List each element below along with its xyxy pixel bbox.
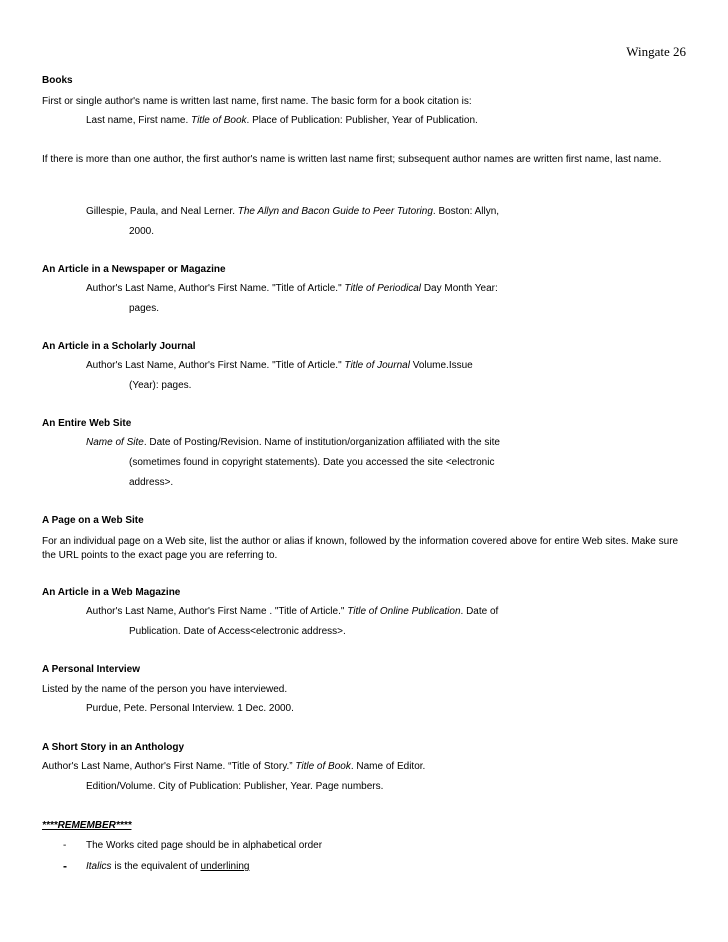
webmag-italic: Title of Online Publication [347, 606, 461, 617]
story-pre: Author's Last Name, Author's First Name. “Title of Story.” [42, 761, 296, 772]
newspaper-italic: Title of Periodical [344, 283, 422, 294]
webmag-form [86, 605, 498, 619]
heading-newspaper: An Article in a Newspaper or Magazine [42, 264, 226, 275]
remember-item-1: The Works cited page should be in alphabetical order [86, 840, 323, 851]
newspaper-line2: pages. [129, 303, 160, 314]
website-line2: (sometimes found in copyright statements). Date you accessed the site <electronic [129, 457, 495, 468]
interview-intro: Listed by the name of the person you have interviewed. [42, 684, 288, 695]
journal-post: Volume.Issue [409, 360, 473, 371]
heading-books: Books [42, 75, 73, 86]
story-line2: Edition/Volume. City of Publication: Publisher, Year. Page numbers. [86, 781, 384, 792]
remember-heading: ****REMEMBER**** [42, 820, 132, 831]
books-ex-italic: The Allyn and Bacon Guide to Peer Tutoring [237, 206, 433, 217]
books-example [86, 205, 499, 219]
remember-item2-underline: underlining [200, 861, 250, 872]
webpage-text: For an individual page on a Web site, list the author or alias if known, followed by the information covered above for entire Web sites. Make sure the URL points to the exact page you are referring to. [42, 536, 679, 561]
books-form-pre: Last name, First name. [86, 115, 192, 126]
newspaper-pre: Author's Last Name, Author's First Name. "Title of Article." [86, 283, 345, 294]
interview-example: Purdue, Pete. Personal Interview. 1 Dec. 2000. [86, 703, 294, 714]
journal-form [86, 359, 473, 373]
heading-story: A Short Story in an Anthology [42, 742, 185, 753]
website-line3: address>. [129, 477, 174, 488]
page-header: Wingate 26 [626, 44, 686, 59]
website-post: . Date of Posting/Revision. Name of institution/organization affiliated with the site [143, 437, 500, 448]
webmag-line2: Publication. Date of Access<electronic address>. [129, 626, 346, 637]
books-intro: First or single author's name is written last name, first name. The basic form for a book citation is: [42, 96, 472, 107]
webmag-post: . Date of [460, 606, 499, 617]
website-form [86, 436, 500, 450]
books-form [86, 114, 478, 128]
books-form-italic: Title of Book [191, 115, 247, 126]
heading-website: An Entire Web Site [42, 418, 132, 429]
journal-pre: Author's Last Name, Author's First Name. "Title of Article." [86, 360, 345, 371]
remember-item2-mid: is the equivalent of [111, 861, 201, 872]
webmag-pre: Author's Last Name, Author's First Name . "Title of Article." [86, 606, 348, 617]
heading-journal: An Article in a Scholarly Journal [42, 341, 196, 352]
newspaper-post: Day Month Year: [421, 283, 498, 294]
bullet-dash-1: - [63, 840, 67, 851]
heading-webmag: An Article in a Web Magazine [42, 587, 181, 598]
website-italic: Name of Site [86, 437, 144, 448]
story-italic: Title of Book [295, 761, 351, 772]
heading-interview: A Personal Interview [42, 664, 140, 675]
bullet-dash-2: - [63, 859, 67, 873]
remember-item-2 [86, 860, 249, 874]
books-ex-pre: Gillespie, Paula, and Neal Lerner. [86, 206, 238, 217]
story-post: . Name of Editor. [350, 761, 426, 772]
remember-item2-italic: Italics [86, 861, 112, 872]
books-form-post: . Place of Publication: Publisher, Year of Publication. [246, 115, 478, 126]
books-example-line2: 2000. [129, 226, 155, 237]
books-multi: If there is more than one author, the first author's name is written last name first; subsequent author names are written first name, last name. [42, 154, 662, 165]
books-ex-post: . Boston: Allyn, [432, 206, 500, 217]
newspaper-form [86, 282, 498, 296]
heading-webpage: A Page on a Web Site [42, 515, 144, 526]
journal-line2: (Year): pages. [129, 380, 192, 391]
story-form [42, 760, 692, 774]
journal-italic: Title of Journal [344, 360, 410, 371]
